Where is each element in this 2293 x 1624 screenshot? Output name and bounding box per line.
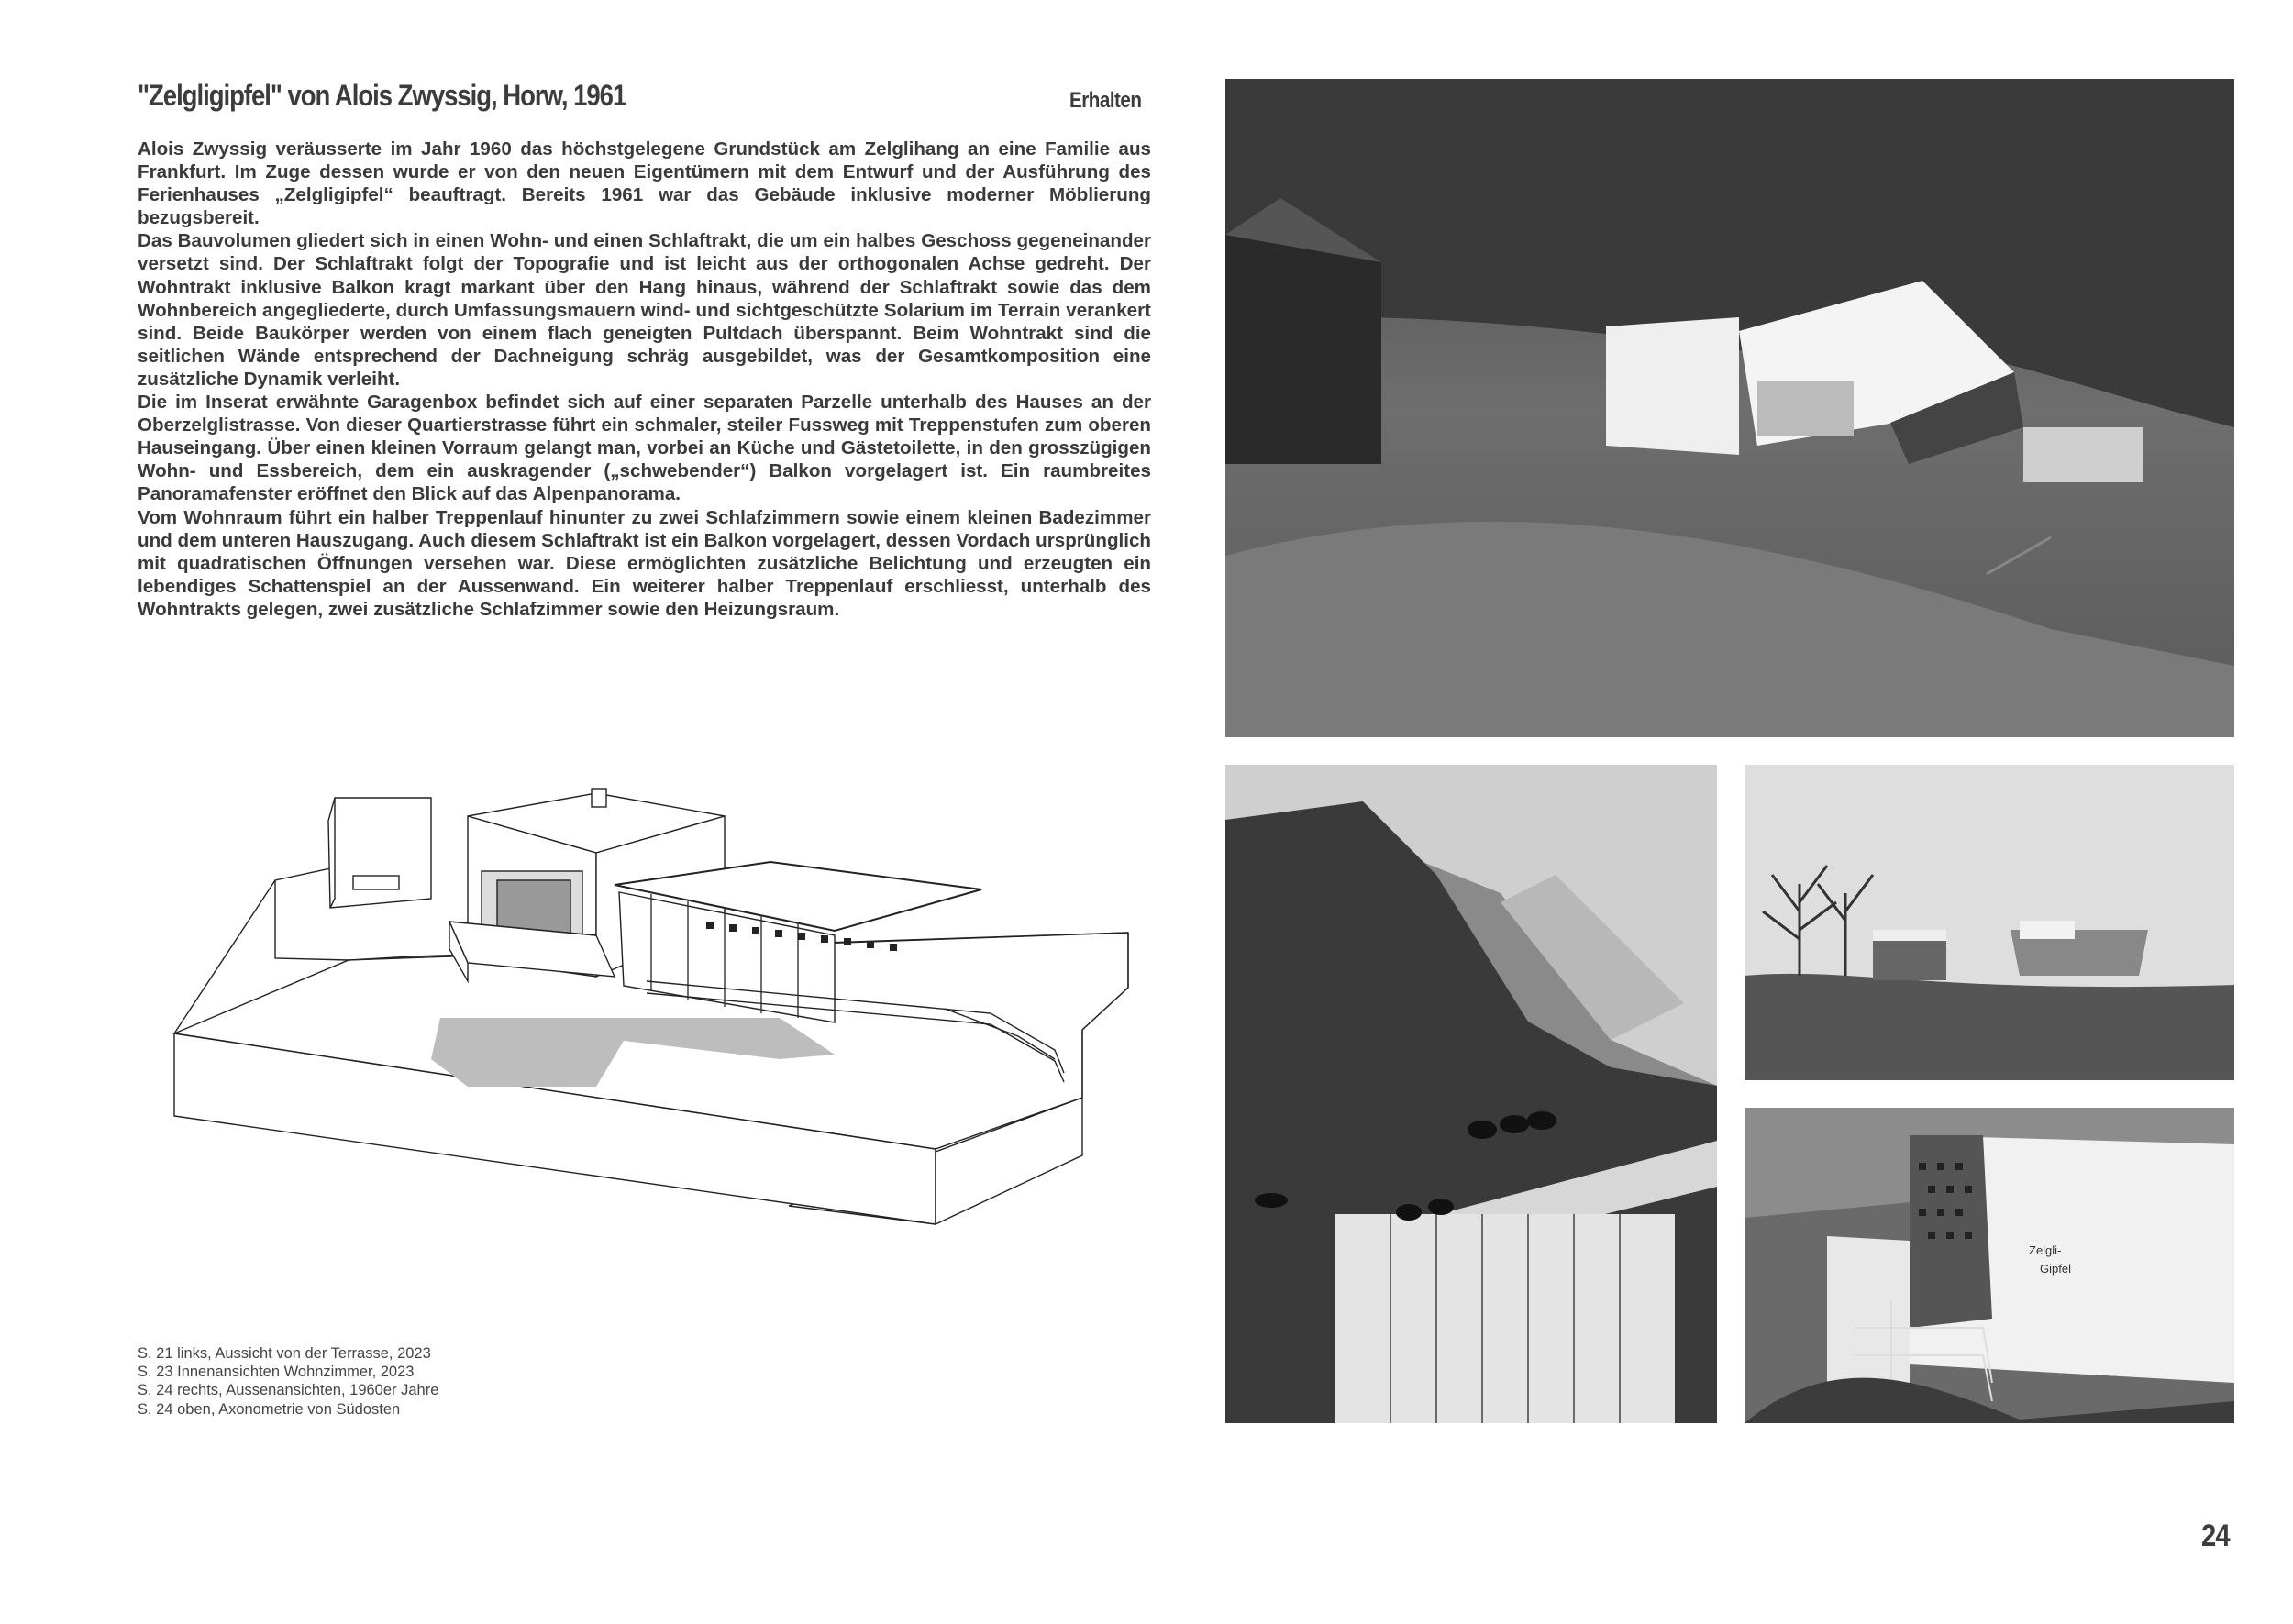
paragraph-3: Die im Inserat erwähnte Garagenbox befindet sich auf einer separaten Parzelle unterhalb des Hauses an der Oberzelglistrasse. Von dieser Quartierstrasse führt ein schmaler, steiler Fussweg mit Treppenstufen zum oberen Hauseingang. Über einen kleinen Vorraum gelangt man, vorbei an Küche und Gästetoilette, in den grosszügigen Wohn- und Essbereich, dem ein auskragender („schwebender“) Balkon vorgelagert ist. Ein raumbreites Panoramafenster eröffnet den Blick auf das Alpenpanorama. [138,392,1151,505]
body-text [138,138,1151,621]
image-captions [138,1344,438,1419]
paragraph-2: Das Bauvolumen gliedert sich in einen Wohn- und einen Schlaftrakt, die um ein halbes Geschoss gegeneinander versetzt sind. Der Schlaftrakt folgt der Topografie und ist leicht aus der orthogonalen Achse gedreht. Der Wohntrakt inklusive Balkon kragt markant über den Hang hinaus, während der Schlaftrakt sowie das dem Wohnbereich angegliederte, durch Umfassungsmauern wind- und sichtgeschützte Solarium im Terrain verankert sind. Beide Baukörper werden von einem flach geneigten Pultdach überspannt. Beim Wohntrakt sind die seitlichen Wände entsprechend der Dachneigung schräg ausgebildet, was der Gesamtkomposition eine zusätzliche Dynamik verleiht. [138,230,1151,390]
photo-distant-view [1745,765,2234,1080]
photo-house-on-slope [1225,79,2234,737]
paragraph-1: Alois Zwyssig veräusserte im Jahr 1960 das höchstgelegene Grundstück am Zelglihang an eine Familie aus Frankfurt. Im Zuge dessen wurde er von den neuen Eigentümern mit dem Entwurf und der Ausführung des Ferienhauses „Zelgligipfel“ beauftragt. Bereits 1961 war das Gebäude inklusive moderner Möblierung bezugsbereit. [138,138,1151,229]
caption-3: S. 24 rechts, Aussenansichten, 1960er Jahre [138,1382,439,1399]
paragraph-4: Vom Wohnraum führt ein halber Treppenlauf hinunter zu zwei Schlafzimmern sowie einem kleinen Badezimmer und dem unteren Hauszugang. Auch diesem Schlaftrakt ist ein Balkon vorgelagert, dessen Vordach ursprünglich mit quadratischen Öffnungen versehen war. Diese ermöglichten zusätzliche Belichtung und erzeugten ein lebendiges Schattenspiel an der Aussenwand. Ein weiterer halber Treppenlauf erschliesst, unterhalb des Wohntrakts gelegen, zwei zusätzliche Schlafzimmer sowie den Heizungsraum. [138,506,1151,620]
caption-2: S. 23 Innenansichten Wohnzimmer, 2023 [138,1364,415,1381]
photo-mountain-view [1225,765,1717,1423]
caption-1: S. 21 links, Aussicht von der Terrasse, 2023 [138,1345,431,1362]
status-label: Erhalten [1069,88,1142,113]
page-number: 24 [2201,1519,2230,1553]
solarium-wall [328,798,431,908]
page-title: "Zelgligipfel" von Alois Zwyssig, Horw, 1961 [138,79,626,112]
sign-line-1: Zelgli- [2029,1243,2062,1257]
axonometric-drawing [138,784,1156,1270]
sign-line-2: Gipfel [2040,1262,2071,1276]
photo-entrance-sign [1745,1108,2234,1423]
caption-4: S. 24 oben, Axonometrie von Südosten [138,1400,401,1418]
